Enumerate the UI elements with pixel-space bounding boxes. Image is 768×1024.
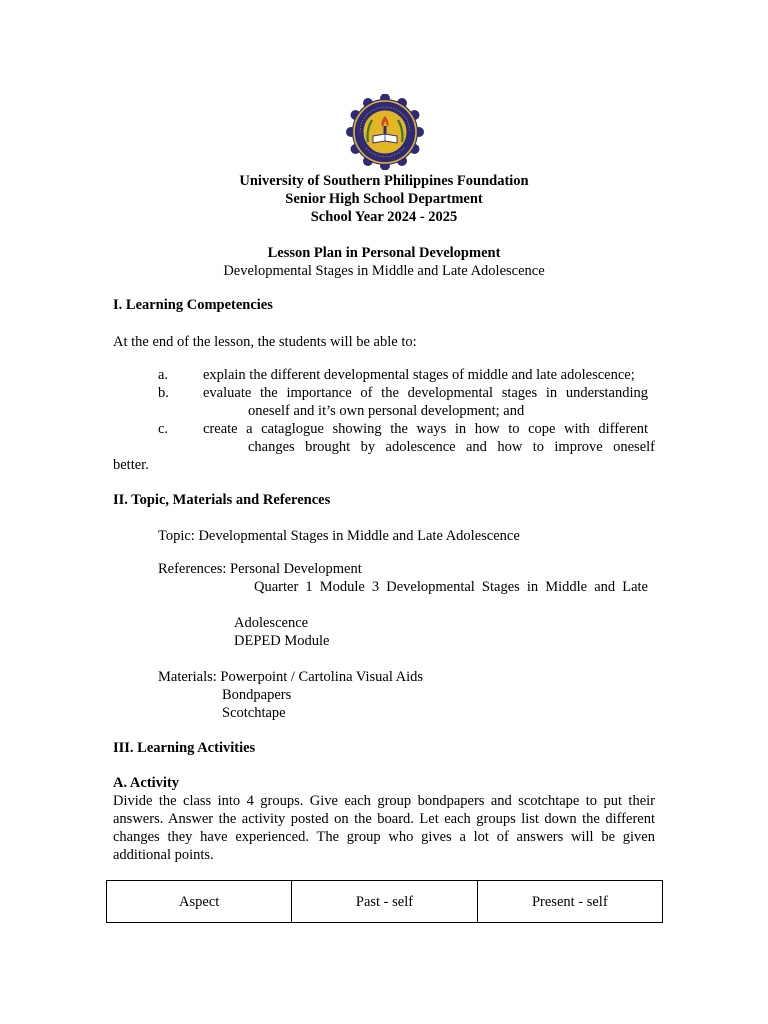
list-item-text: create a cataglogue showing the ways in how to cope with different — [203, 421, 648, 437]
lesson-subtitle: Developmental Stages in Middle and Late Adolescence — [223, 263, 545, 279]
list-item-text: explain the different developmental stages of middle and late adolescence; — [203, 367, 635, 383]
section-heading-topic: II. Topic, Materials and References — [113, 492, 331, 508]
table-header-cell: Aspect — [107, 881, 292, 923]
materials-line: Bondpapers — [222, 687, 292, 703]
topic-line: Topic: Developmental Stages in Middle and Late Adolescence — [158, 528, 520, 544]
school-year: School Year 2024 - 2025 — [310, 209, 458, 225]
materials-label: Materials: Powerpoint / Cartolina Visual Aids — [158, 669, 424, 685]
university-name: University of Southern Philippines Foundation — [239, 173, 529, 189]
list-item-text-continued: oneself and it’s own personal development; and — [248, 403, 525, 419]
section-heading-activities: III. Learning Activities — [113, 740, 256, 756]
department-name: Senior High School Department — [285, 191, 483, 207]
list-item-letter: c. — [158, 421, 169, 437]
references-label: References: Personal Development — [158, 561, 362, 577]
section-heading-competencies: I. Learning Competencies — [113, 297, 273, 313]
references-line: Quarter 1 Module 3 Developmental Stages in Middle and Late — [254, 579, 648, 595]
references-line: DEPED Module — [234, 633, 330, 649]
table-header-row — [107, 881, 663, 923]
university-seal-logo — [346, 94, 424, 170]
lesson-title: Lesson Plan in Personal Development — [267, 245, 501, 261]
list-item-text-continued: better. — [113, 457, 149, 473]
aspects-table — [106, 880, 663, 923]
competencies-intro: At the end of the lesson, the students will be able to: — [113, 334, 417, 350]
table-header-cell: Present - self — [477, 881, 662, 923]
list-item-text: evaluate the importance of the developmental stages in understanding — [203, 385, 648, 401]
activity-text: Divide the class into 4 groups. Give each group bondpapers and scotchtape to put their answers. Answer the activity posted on the board. Let each groups list down the different changes they have experienced. The group who gives a lot of answers will be given additional points. — [113, 793, 655, 863]
materials-line: Scotchtape — [222, 705, 286, 721]
table-header-cell: Past - self — [292, 881, 477, 923]
list-item-letter: b. — [158, 385, 169, 401]
references-line: Adolescence — [234, 615, 309, 631]
list-item-letter: a. — [158, 367, 169, 383]
activity-heading: A. Activity — [113, 775, 180, 791]
list-item-text-continued: changes brought by adolescence and how to improve oneself — [248, 439, 655, 455]
